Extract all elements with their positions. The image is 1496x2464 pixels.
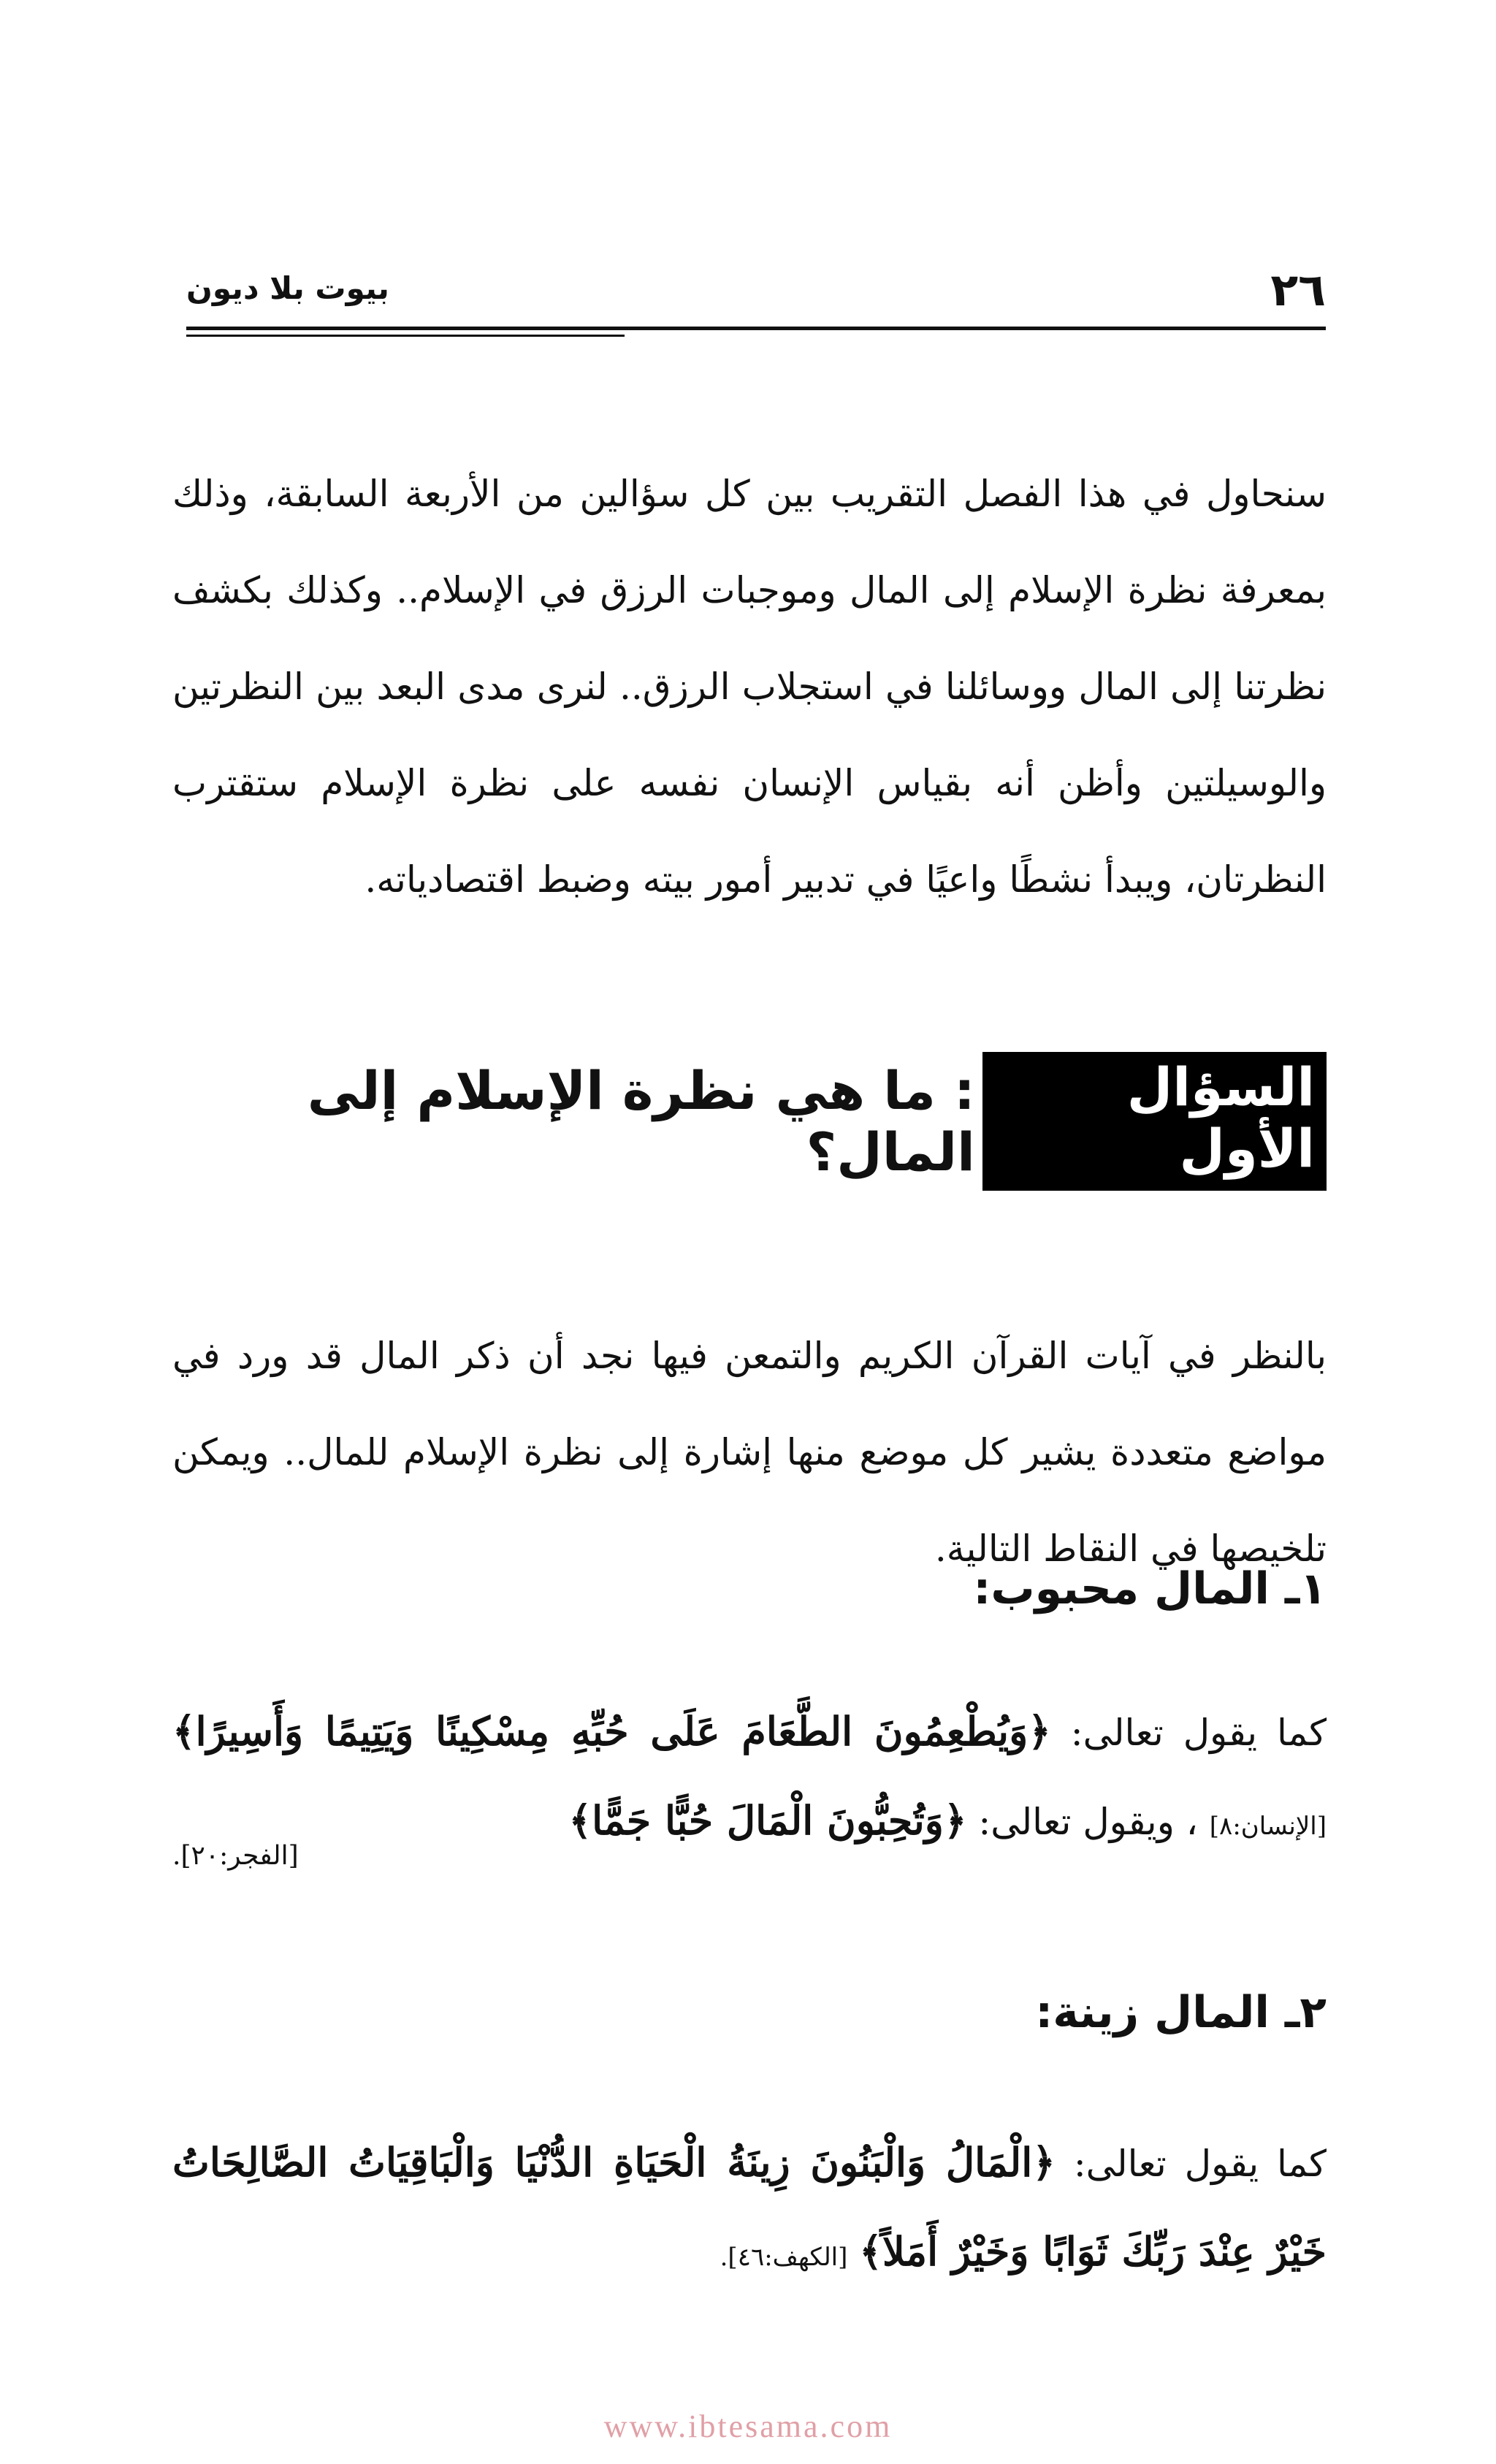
header-rule-short [186, 335, 625, 337]
point-1-lead: كما يقول تعالى: [1050, 1712, 1327, 1754]
point-heading-1: ١ـ المال محبوب: [973, 1563, 1327, 1614]
watermark: www.ibtesama.com [603, 2408, 893, 2444]
book-title: بيوت بلا ديون [186, 270, 389, 306]
running-header [186, 263, 1326, 329]
section-paragraph: بالنظر في آيات القرآن الكريم والتمعن فيها نجد أن ذكر المال قد ورد في مواضع متعددة يشير كل موضع منها إشارة إلى نظرة الإسلام للمال.. ويمكن تلخيصها في النقاط التالية. [172, 1335, 1327, 1570]
page-number: ٢٦ [1270, 263, 1326, 316]
point-1-middle: ، ويقول تعالى: [966, 1801, 1198, 1843]
intro-paragraph: سنحاول في هذا الفصل التقريب بين كل سؤالين من الأربعة السابقة، وذلك بمعرفة نظرة الإسلام إلى المال وموجبات الرزق في الإسلام.. وكذلك بكشف نظرتنا إلى المال ووسائلنا في استجلاب الرزق.. لنرى مدى البعد بين النظرتين والوسيلتين وأظن أنه بقياس الإنسان نفسه على نظرة الإسلام ستقترب النظرتان، ويبدأ نشطًا واعيًا في تدبير أمور بيته وضبط اقتصادياته. [172, 473, 1327, 901]
point-1-ref-1: [الإنسان:٨] [1209, 1812, 1327, 1841]
point-2-lead: كما يقول تعالى: [1055, 2143, 1327, 2185]
point-1-verse-1: ﴿وَيُطْعِمُونَ الطَّعَامَ عَلَى حُبِّهِ مِسْكِينًا وَيَتِيمًا وَأَسِيرًا﴾ [172, 1708, 1051, 1755]
section-heading-question: : ما هي نظرة الإسلام إلى المال؟ [307, 1060, 975, 1183]
section-heading [172, 1056, 1327, 1183]
point-1-verse-2: ﴿وَتُحِبُّونَ الْمَالَ حُبًّا جَمًّا﴾ [568, 1797, 967, 1844]
point-heading-2: ٢ـ المال زينة: [1035, 1987, 1327, 2038]
header-rule [186, 327, 1326, 330]
point-2-verse-1: ﴿الْمَالُ وَالْبَنُونَ زِينَةُ الْحَيَاةِ الدُّنْيَا وَالْبَاقِيَاتُ الصَّالِحَاتُ خَيْرٌ عِنْدَ رَبِّكَ ثَوَابًا وَخَيْرٌ أَمَلاً﴾ [172, 2139, 1327, 2275]
point-2-quote [172, 2118, 1327, 2301]
point-1-ref-2: [الفجر:٢٠]. [172, 1841, 299, 1871]
point-2-ref-1: [الكهف:٤٦]. [720, 2243, 848, 2272]
section-heading-boxed-label: السؤال الأول [982, 1052, 1327, 1191]
